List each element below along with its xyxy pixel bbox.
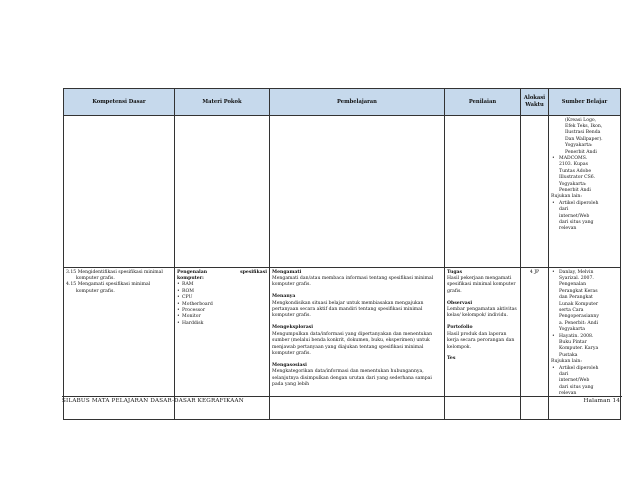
- penilaian-text: Hasil produk dan laporan kerja secara perorangan dan kelompok.: [447, 331, 515, 350]
- materi-list: [177, 282, 267, 327]
- sumber-bullet-item: • Danlay, Melvin Syarizal. 2007. Pengenalan Perangkat Keras dan Perangkat Lunak Komputer serta Cara Pengoperasianny a. Penerbit: Andi Yogyakarta: [551, 270, 618, 334]
- rujukan-bullet-list: [551, 366, 618, 398]
- header-sumber: Sumber Belajar: [549, 89, 621, 116]
- footer-title: SILABUS MATA PELAJARAN DASAR-DASAR KEGRAFIKAAN: [62, 398, 244, 404]
- pembelajaran-step-title: Mengamati: [272, 269, 302, 275]
- sumber-line: Yogyakarta:: [565, 143, 593, 149]
- footer-divider: [62, 396, 622, 397]
- cell-pembelajaran-empty: [270, 116, 445, 268]
- sumber-line: Dan Wallpaper).: [565, 136, 603, 142]
- cell-alokasi-empty: [521, 116, 549, 268]
- sumber-line: Efek Teks, Ikon,: [565, 123, 603, 129]
- header-alokasi: Alokasi Waktu: [521, 89, 549, 116]
- penilaian-text: Lembar pengamatan aktivitas kelas/ kelompok/ individu.: [447, 307, 517, 319]
- pembelajaran-step-text: Mengkategorikan data/informasi dan menentukan hubungannya, selanjutnya disimpulkan dengan urutan dari yang sederhana sampai pada yang lebih: [272, 369, 432, 388]
- pembelajaran-step-text: Mengkondisikan situasi belajar untuk membiasakan mengajukan pertanyaan secara aktif dan mandiri tentang spesifikasi minimal komputer grafis.: [272, 300, 424, 319]
- header-pembelajaran: Pembelajaran: [270, 89, 445, 116]
- penilaian-title: Portofolio: [447, 325, 473, 331]
- penilaian-title: Tes: [447, 356, 456, 362]
- sumber-line: (Kreasi Logo,: [565, 117, 597, 123]
- materi-title-line2: komputer:: [177, 275, 204, 281]
- pembelajaran-step-text: Mengumpulkan data/informasi yang dipertanyakan dan menentukan sumber (melalui benda konkrit, dokumen, buku, eksperimen) untuk menjawab pertanyaan yang diajukan tentang spesifikasi minimal komputer grafis.: [272, 331, 433, 356]
- cell-sumber-continued: [549, 116, 621, 268]
- cell-penilaian-empty: [445, 116, 521, 268]
- pembelajaran-step-title: Mengasosiasi: [272, 362, 307, 368]
- kompetensi-item: 4.15 Mengamati spesifikasi minimal komputer grafis.: [66, 282, 151, 294]
- syllabus-table: [63, 88, 621, 420]
- penilaian-text: Hasil pekerjaan mengamati spesifikasi minimal komputer grafis.: [447, 275, 516, 294]
- sumber-bullet-list: [551, 156, 618, 194]
- rujukan-bullet-item: • Artikel diperoleh dari internet/Web dari situs yang relevan: [551, 366, 618, 398]
- materi-item: • Processor: [177, 308, 267, 314]
- penilaian-title: Tugas: [447, 269, 463, 275]
- header-penilaian: Penilaian: [445, 89, 521, 116]
- rujukan-bullet-item: • Artikel diperoleh dari internet/Web dari situs yang relevan: [551, 201, 618, 233]
- materi-item: • Monitor: [177, 314, 267, 320]
- rujukan-bullet-list: [551, 201, 618, 233]
- materi-title: Pengenalan spesifikasi: [177, 269, 267, 275]
- rujukan-label: Rujukan lain:: [551, 359, 582, 365]
- materi-item: • Harddisk: [177, 321, 267, 327]
- kompetensi-item: 3.15 Mengidentifikasi spesifikasi minimal komputer grafis.: [66, 269, 163, 281]
- table-row: [64, 116, 621, 268]
- pembelajaran-step-text: Mengamati dan/atau membaca informasi tentang spesifikasi minimal komputer grafis.: [272, 275, 434, 288]
- sumber-bullet-list: [551, 270, 618, 360]
- pembelajaran-step-title: Mengeksplorasi: [272, 325, 314, 331]
- materi-item: • CPU: [177, 295, 267, 301]
- pembelajaran-step-title: Menanya: [272, 294, 296, 300]
- sumber-line: Penerbit Andi: [565, 149, 597, 155]
- page-number: Halaman 14: [583, 398, 620, 404]
- table-header-row: [64, 89, 621, 116]
- header-kompetensi: Kompetensi Dasar: [64, 89, 175, 116]
- rujukan-label: Rujukan lain:: [551, 194, 582, 200]
- penilaian-title: Observasi: [447, 300, 473, 306]
- cell-materi-empty: [175, 116, 270, 268]
- sumber-bullet-item: • Hayatin. 2008. Buku Pintar Komputer. Karya Pustaka: [551, 334, 618, 360]
- materi-item: • Motherboard: [177, 302, 267, 308]
- cell-alokasi: 4 JP: [521, 268, 549, 420]
- sumber-line: Ilustrasi Benda: [565, 130, 601, 136]
- materi-item: • RAM: [177, 282, 267, 288]
- cell-kompetensi-empty: [64, 116, 175, 268]
- header-materi: Materi Pokok: [175, 89, 270, 116]
- materi-item: • ROM: [177, 289, 267, 295]
- sumber-bullet-item: • MADCOMS. 2103. Kupas Tuntas Adobe Illustrator CS6. Yogyakarta: Penerbit Andi: [551, 156, 618, 194]
